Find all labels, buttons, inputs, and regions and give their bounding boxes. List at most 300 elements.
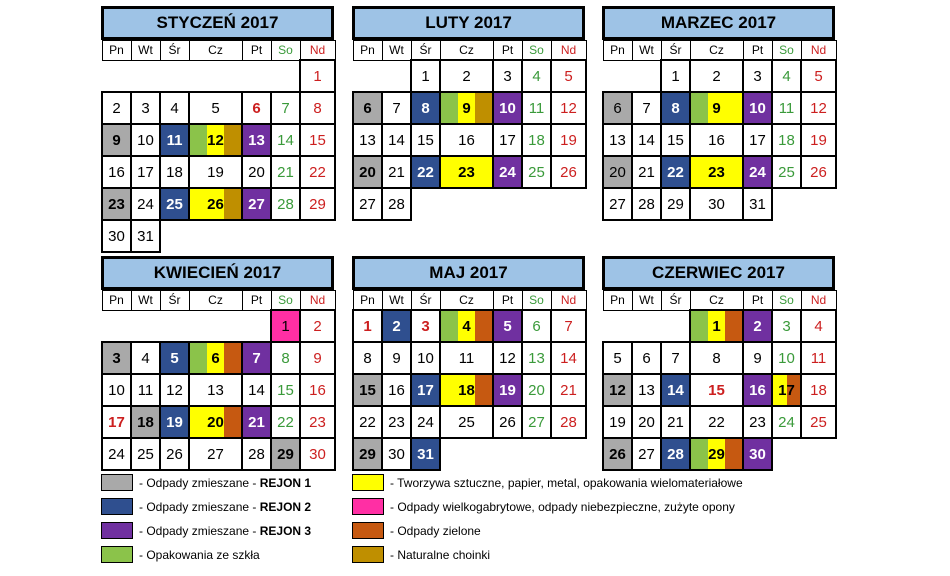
day-number: 14 bbox=[248, 381, 265, 399]
weekday-name: Nd bbox=[551, 291, 586, 311]
day-number: 19 bbox=[166, 413, 183, 431]
day-number: 4 bbox=[141, 349, 150, 367]
day-cell bbox=[189, 124, 242, 156]
day-cell bbox=[801, 342, 836, 374]
legend-item bbox=[101, 474, 311, 491]
day-number: 31 bbox=[137, 227, 154, 245]
color-segment bbox=[224, 407, 241, 437]
day-number: 18 bbox=[166, 163, 183, 181]
day-number: 13 bbox=[248, 131, 265, 149]
color-segment bbox=[190, 343, 207, 373]
day-cell bbox=[772, 156, 801, 188]
day-cell bbox=[189, 374, 242, 406]
day-cell bbox=[300, 374, 335, 406]
day-cell bbox=[271, 92, 300, 124]
color-segment bbox=[224, 189, 241, 219]
empty-cell bbox=[160, 310, 189, 342]
day-cell bbox=[189, 438, 242, 470]
day-cell bbox=[160, 438, 189, 470]
color-segment bbox=[725, 439, 742, 469]
day-cell bbox=[300, 124, 335, 156]
day-number: 11 bbox=[778, 99, 795, 117]
day-cell bbox=[242, 438, 271, 470]
day-cell bbox=[743, 310, 772, 342]
day-cell bbox=[411, 438, 440, 470]
day-number: 20 bbox=[528, 381, 545, 399]
month-block bbox=[602, 256, 835, 471]
day-number: 21 bbox=[638, 163, 655, 181]
day-cell bbox=[632, 92, 661, 124]
day-cell bbox=[551, 406, 586, 438]
day-number: 27 bbox=[609, 195, 626, 213]
day-cell bbox=[353, 342, 382, 374]
day-number: 18 bbox=[528, 131, 545, 149]
day-cell bbox=[632, 156, 661, 188]
day-number: 30 bbox=[108, 227, 125, 245]
day-cell bbox=[131, 124, 160, 156]
day-cell bbox=[493, 124, 522, 156]
month-block bbox=[602, 6, 835, 221]
month-title: STYCZEŃ 2017 bbox=[101, 6, 334, 40]
day-cell bbox=[131, 156, 160, 188]
day-cell bbox=[772, 92, 801, 124]
day-number: 10 bbox=[778, 349, 795, 367]
day-cell bbox=[353, 406, 382, 438]
day-cell bbox=[661, 342, 690, 374]
day-cell bbox=[440, 60, 493, 92]
day-number: 9 bbox=[712, 99, 721, 117]
empty-cell bbox=[632, 60, 661, 92]
day-number: 12 bbox=[609, 381, 626, 399]
day-cell bbox=[271, 310, 300, 342]
day-cell bbox=[300, 92, 335, 124]
day-number: 8 bbox=[281, 349, 290, 367]
day-number: 11 bbox=[528, 99, 545, 117]
day-cell bbox=[411, 406, 440, 438]
weekday-name: Pn bbox=[603, 291, 632, 311]
day-cell bbox=[690, 124, 743, 156]
day-number: 18 bbox=[137, 413, 154, 431]
weekday-name: So bbox=[772, 41, 801, 61]
day-number: 16 bbox=[749, 381, 766, 399]
day-cell bbox=[690, 188, 743, 220]
day-cell bbox=[382, 92, 411, 124]
empty-cell bbox=[189, 60, 242, 92]
color-swatch bbox=[352, 498, 384, 515]
day-number: 25 bbox=[778, 163, 795, 181]
empty-cell bbox=[102, 310, 131, 342]
day-cell bbox=[772, 60, 801, 92]
day-cell bbox=[271, 342, 300, 374]
legend-text: - Odpady zmieszane - bbox=[139, 499, 260, 514]
day-number: 13 bbox=[638, 381, 655, 399]
month-grid bbox=[602, 290, 837, 471]
day-cell bbox=[160, 374, 189, 406]
day-number: 16 bbox=[108, 163, 125, 181]
empty-cell bbox=[131, 310, 160, 342]
weekday-name: So bbox=[522, 41, 551, 61]
day-cell bbox=[743, 92, 772, 124]
legend-text: - Odpady zielone bbox=[390, 523, 481, 538]
day-number: 24 bbox=[778, 413, 795, 431]
weekday-name: Cz bbox=[690, 41, 743, 61]
weekday-name: Cz bbox=[189, 291, 242, 311]
weekday-name: Nd bbox=[801, 291, 836, 311]
day-cell bbox=[603, 188, 632, 220]
color-segment bbox=[224, 343, 241, 373]
day-number: 30 bbox=[749, 445, 766, 463]
day-number: 18 bbox=[778, 131, 795, 149]
day-number: 4 bbox=[170, 99, 179, 117]
day-cell bbox=[661, 406, 690, 438]
day-cell bbox=[382, 188, 411, 220]
day-cell bbox=[603, 342, 632, 374]
weekday-name: Cz bbox=[440, 291, 493, 311]
day-number: 22 bbox=[417, 163, 434, 181]
day-number: 15 bbox=[667, 131, 684, 149]
day-number: 11 bbox=[458, 349, 475, 367]
month-block bbox=[352, 6, 585, 221]
day-cell bbox=[300, 60, 335, 92]
day-number: 16 bbox=[708, 131, 725, 149]
empty-cell bbox=[160, 60, 189, 92]
day-cell bbox=[411, 156, 440, 188]
day-number: 3 bbox=[112, 349, 121, 367]
day-number: 20 bbox=[207, 413, 224, 431]
legend-item bbox=[352, 546, 490, 563]
day-cell bbox=[522, 156, 551, 188]
day-cell bbox=[189, 92, 242, 124]
day-cell bbox=[160, 124, 189, 156]
day-cell bbox=[102, 124, 131, 156]
day-number: 22 bbox=[309, 163, 326, 181]
day-number: 1 bbox=[363, 317, 372, 335]
day-number: 28 bbox=[638, 195, 655, 213]
day-cell bbox=[772, 374, 801, 406]
weekday-name: Wt bbox=[382, 291, 411, 311]
day-cell bbox=[661, 188, 690, 220]
weekday-name: Pn bbox=[102, 41, 131, 61]
empty-cell bbox=[440, 188, 493, 220]
day-number: 17 bbox=[778, 381, 795, 399]
day-number: 6 bbox=[613, 99, 622, 117]
weekday-name: Pn bbox=[102, 291, 131, 311]
day-cell bbox=[300, 342, 335, 374]
day-number: 17 bbox=[499, 131, 516, 149]
day-cell bbox=[411, 92, 440, 124]
day-cell bbox=[632, 342, 661, 374]
day-number: 14 bbox=[560, 349, 577, 367]
legend-text: - Naturalne choinki bbox=[390, 547, 491, 562]
legend-text: - Odpady zmieszane - bbox=[139, 523, 260, 538]
day-number: 8 bbox=[421, 99, 430, 117]
day-number: 19 bbox=[810, 131, 827, 149]
empty-cell bbox=[131, 60, 160, 92]
day-cell bbox=[242, 156, 271, 188]
empty-cell bbox=[242, 220, 271, 252]
day-number: 26 bbox=[609, 445, 626, 463]
day-number: 29 bbox=[359, 445, 376, 463]
day-cell bbox=[160, 342, 189, 374]
day-number: 12 bbox=[560, 99, 577, 117]
day-number: 25 bbox=[137, 445, 154, 463]
day-number: 24 bbox=[749, 163, 766, 181]
day-number: 20 bbox=[359, 163, 376, 181]
day-cell bbox=[522, 310, 551, 342]
color-segment bbox=[725, 311, 742, 341]
day-cell bbox=[801, 92, 836, 124]
empty-cell bbox=[271, 60, 300, 92]
day-cell bbox=[242, 92, 271, 124]
day-cell bbox=[411, 60, 440, 92]
day-cell bbox=[661, 156, 690, 188]
day-number: 1 bbox=[671, 67, 680, 85]
day-number: 4 bbox=[782, 67, 791, 85]
empty-cell bbox=[382, 60, 411, 92]
day-number: 12 bbox=[810, 99, 827, 117]
day-cell bbox=[603, 406, 632, 438]
weekday-name: Pt bbox=[743, 291, 772, 311]
day-number: 28 bbox=[388, 195, 405, 213]
day-number: 5 bbox=[613, 349, 622, 367]
month-block bbox=[101, 256, 334, 471]
day-number: 25 bbox=[166, 195, 183, 213]
day-number: 19 bbox=[499, 381, 516, 399]
weekday-name: Wt bbox=[632, 41, 661, 61]
day-cell bbox=[772, 342, 801, 374]
day-cell bbox=[382, 124, 411, 156]
month-grid bbox=[101, 40, 336, 253]
day-number: 16 bbox=[388, 381, 405, 399]
day-cell bbox=[411, 310, 440, 342]
weekday-name: So bbox=[522, 291, 551, 311]
day-cell bbox=[603, 156, 632, 188]
day-number: 15 bbox=[277, 381, 294, 399]
day-number: 21 bbox=[667, 413, 684, 431]
day-number: 14 bbox=[667, 381, 684, 399]
day-number: 10 bbox=[137, 131, 154, 149]
day-cell bbox=[690, 342, 743, 374]
legend-item bbox=[101, 498, 311, 515]
day-cell bbox=[632, 124, 661, 156]
empty-cell bbox=[551, 188, 586, 220]
weekday-name: Śr bbox=[661, 41, 690, 61]
day-number: 21 bbox=[248, 413, 265, 431]
legend-text: - Odpady wielkogabrytowe, odpady niebezpieczne, zużyte opony bbox=[390, 499, 735, 514]
day-cell bbox=[690, 406, 743, 438]
day-cell bbox=[440, 374, 493, 406]
day-cell bbox=[440, 124, 493, 156]
day-cell bbox=[242, 374, 271, 406]
day-cell bbox=[382, 310, 411, 342]
day-number: 6 bbox=[642, 349, 651, 367]
day-number: 23 bbox=[458, 163, 475, 181]
day-number: 28 bbox=[277, 195, 294, 213]
weekday-name: So bbox=[772, 291, 801, 311]
empty-cell bbox=[493, 188, 522, 220]
day-cell bbox=[411, 342, 440, 374]
empty-cell bbox=[242, 60, 271, 92]
day-number: 2 bbox=[753, 317, 762, 335]
day-number: 15 bbox=[359, 381, 376, 399]
day-cell bbox=[551, 124, 586, 156]
empty-cell bbox=[271, 220, 300, 252]
day-number: 11 bbox=[810, 349, 827, 367]
month-title: MARZEC 2017 bbox=[602, 6, 835, 40]
day-cell bbox=[382, 374, 411, 406]
day-number: 9 bbox=[392, 349, 401, 367]
day-number: 5 bbox=[170, 349, 179, 367]
day-cell bbox=[131, 406, 160, 438]
day-number: 5 bbox=[564, 67, 573, 85]
day-cell bbox=[493, 60, 522, 92]
day-number: 1 bbox=[712, 317, 721, 335]
color-segment bbox=[691, 439, 708, 469]
day-number: 13 bbox=[359, 131, 376, 149]
day-cell bbox=[102, 438, 131, 470]
weekday-name: Pn bbox=[353, 291, 382, 311]
weekday-name: Wt bbox=[131, 291, 160, 311]
day-cell bbox=[382, 342, 411, 374]
day-number: 24 bbox=[108, 445, 125, 463]
day-cell bbox=[382, 406, 411, 438]
day-number: 23 bbox=[108, 195, 125, 213]
day-cell bbox=[353, 310, 382, 342]
day-cell bbox=[440, 406, 493, 438]
color-swatch bbox=[352, 522, 384, 539]
legend-region: REJON 1 bbox=[259, 475, 312, 490]
day-cell bbox=[551, 60, 586, 92]
day-number: 24 bbox=[137, 195, 154, 213]
day-number: 7 bbox=[281, 99, 290, 117]
empty-cell bbox=[603, 310, 632, 342]
day-cell bbox=[551, 342, 586, 374]
day-cell bbox=[160, 406, 189, 438]
empty-cell bbox=[411, 188, 440, 220]
color-segment bbox=[475, 93, 492, 123]
day-number: 24 bbox=[499, 163, 516, 181]
day-number: 5 bbox=[814, 67, 823, 85]
day-number: 22 bbox=[667, 163, 684, 181]
day-number: 20 bbox=[609, 163, 626, 181]
weekday-name: Wt bbox=[632, 291, 661, 311]
empty-cell bbox=[522, 188, 551, 220]
day-cell bbox=[382, 438, 411, 470]
day-cell bbox=[440, 92, 493, 124]
day-number: 14 bbox=[388, 131, 405, 149]
day-number: 1 bbox=[313, 67, 322, 85]
month-grid bbox=[101, 290, 336, 471]
day-number: 26 bbox=[560, 163, 577, 181]
day-cell bbox=[522, 406, 551, 438]
day-number: 8 bbox=[313, 99, 322, 117]
day-number: 31 bbox=[417, 445, 434, 463]
day-cell bbox=[743, 406, 772, 438]
day-cell bbox=[743, 438, 772, 470]
day-number: 8 bbox=[712, 349, 721, 367]
day-number: 7 bbox=[392, 99, 401, 117]
day-cell bbox=[242, 406, 271, 438]
color-segment bbox=[190, 407, 207, 437]
day-cell bbox=[551, 310, 586, 342]
month-grid bbox=[352, 290, 587, 471]
day-cell bbox=[102, 374, 131, 406]
day-cell bbox=[382, 156, 411, 188]
day-number: 19 bbox=[560, 131, 577, 149]
day-number: 2 bbox=[392, 317, 401, 335]
color-segment bbox=[441, 375, 458, 405]
day-cell bbox=[690, 156, 743, 188]
color-swatch bbox=[101, 474, 133, 491]
weekday-name: Pn bbox=[353, 41, 382, 61]
day-cell bbox=[743, 124, 772, 156]
legend-region: REJON 2 bbox=[259, 499, 312, 514]
day-cell bbox=[440, 156, 493, 188]
day-number: 14 bbox=[638, 131, 655, 149]
day-cell bbox=[353, 438, 382, 470]
day-cell bbox=[690, 60, 743, 92]
day-number: 31 bbox=[749, 195, 766, 213]
day-number: 26 bbox=[166, 445, 183, 463]
day-cell bbox=[131, 374, 160, 406]
empty-cell bbox=[772, 188, 801, 220]
day-number: 27 bbox=[248, 195, 265, 213]
month-grid bbox=[352, 40, 587, 221]
day-cell bbox=[300, 438, 335, 470]
weekday-name: Cz bbox=[690, 291, 743, 311]
day-cell bbox=[160, 92, 189, 124]
day-number: 16 bbox=[309, 381, 326, 399]
day-cell bbox=[493, 406, 522, 438]
weekday-name: Cz bbox=[189, 41, 242, 61]
day-number: 20 bbox=[638, 413, 655, 431]
day-number: 2 bbox=[313, 317, 322, 335]
day-number: 9 bbox=[112, 131, 121, 149]
empty-cell bbox=[189, 310, 242, 342]
day-number: 29 bbox=[277, 445, 294, 463]
day-number: 2 bbox=[712, 67, 721, 85]
day-cell bbox=[493, 310, 522, 342]
empty-cell bbox=[661, 310, 690, 342]
day-number: 27 bbox=[528, 413, 545, 431]
empty-cell bbox=[801, 188, 836, 220]
day-number: 22 bbox=[277, 413, 294, 431]
color-swatch bbox=[352, 474, 384, 491]
day-cell bbox=[522, 124, 551, 156]
day-number: 13 bbox=[207, 381, 224, 399]
day-number: 12 bbox=[166, 381, 183, 399]
legend-text: - Odpady zmieszane - bbox=[139, 475, 260, 490]
day-number: 13 bbox=[609, 131, 626, 149]
day-number: 2 bbox=[462, 67, 471, 85]
day-cell bbox=[551, 92, 586, 124]
day-number: 10 bbox=[417, 349, 434, 367]
color-segment bbox=[691, 311, 708, 341]
day-number: 2 bbox=[112, 99, 121, 117]
day-cell bbox=[772, 406, 801, 438]
day-number: 17 bbox=[417, 381, 434, 399]
day-number: 4 bbox=[814, 317, 823, 335]
empty-cell bbox=[242, 310, 271, 342]
day-number: 3 bbox=[421, 317, 430, 335]
month-title: CZERWIEC 2017 bbox=[602, 256, 835, 290]
weekday-name: Nd bbox=[551, 41, 586, 61]
day-number: 18 bbox=[458, 381, 475, 399]
day-cell bbox=[801, 124, 836, 156]
day-cell bbox=[603, 124, 632, 156]
weekday-name: Nd bbox=[801, 41, 836, 61]
day-cell bbox=[102, 92, 131, 124]
